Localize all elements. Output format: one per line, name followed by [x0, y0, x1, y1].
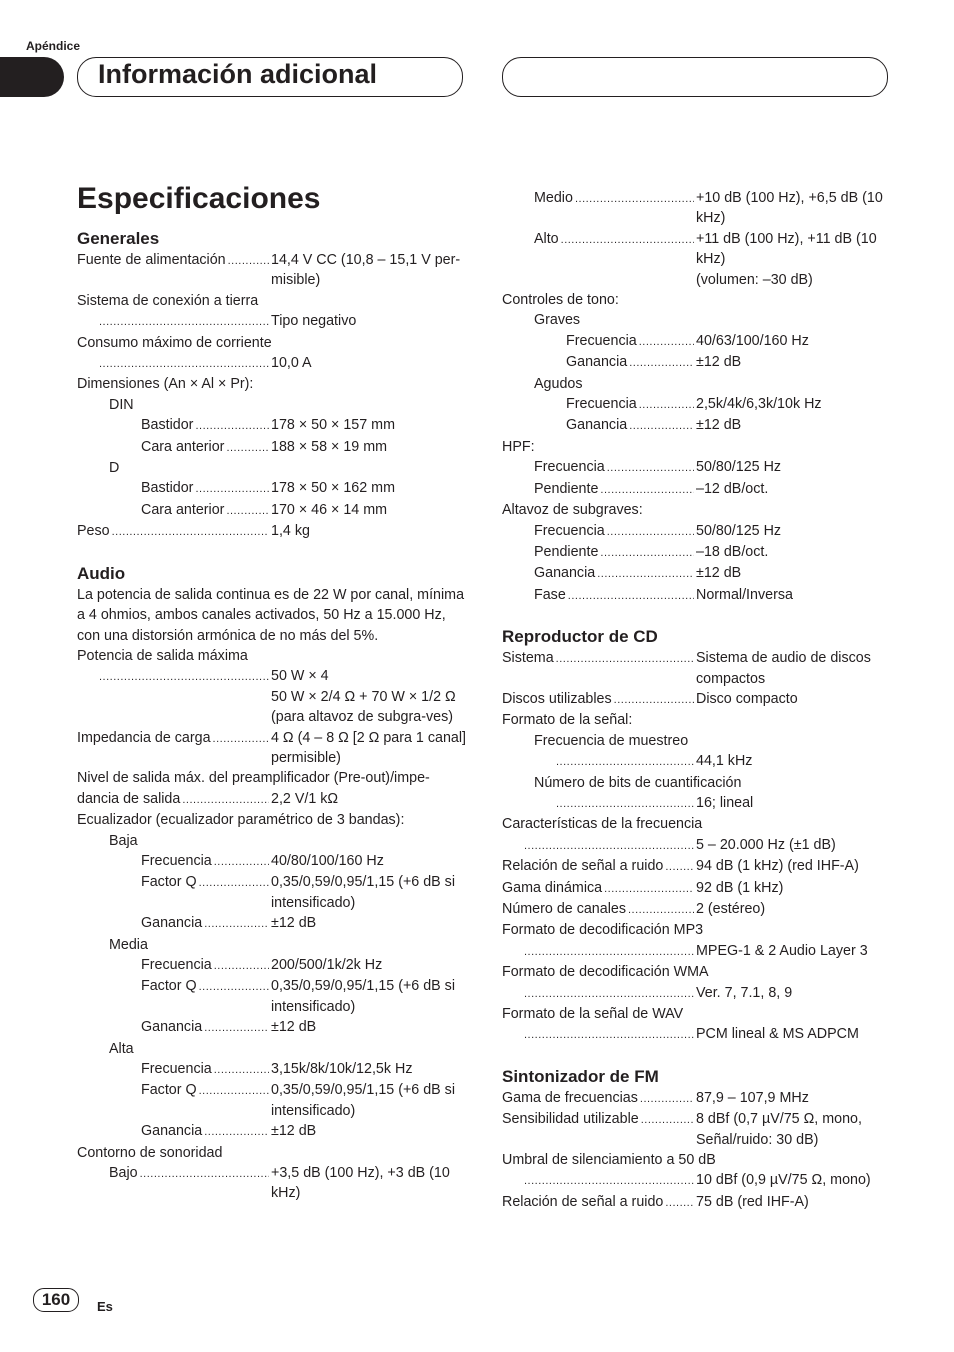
spec-value: MPEG-1 & 2 Audio Layer 3 — [696, 942, 868, 959]
spec-row — [502, 563, 897, 584]
spec-text: Número de bits de cuantificación — [534, 774, 742, 791]
spec-text: Sistema de conexión a tierra — [77, 292, 259, 309]
spec-value: 10 dBf (0,9 µV/75 Ω, mono) — [696, 1172, 871, 1189]
dot-leader — [204, 1121, 269, 1142]
spec-row — [77, 955, 467, 976]
spec-value: ±12 dB — [271, 1019, 317, 1036]
dot-leader — [556, 751, 694, 772]
spec-row — [77, 1163, 467, 1204]
spec-row — [502, 457, 897, 478]
spec-label: dancia de salida — [77, 790, 181, 807]
spec-value: 16; lineal — [696, 794, 754, 811]
spec-label-cell — [141, 872, 269, 893]
dot-leader — [226, 437, 269, 458]
dot-leader — [195, 415, 269, 436]
spec-row — [502, 1109, 897, 1150]
spec-value: +3,5 dB (100 Hz), +3 dB (10 kHz) — [271, 1165, 450, 1202]
spec-label-cell — [534, 479, 694, 500]
spec-label: Cara anterior — [141, 501, 225, 518]
spec-row — [502, 331, 897, 352]
spec-text: Potencia de salida máxima — [77, 647, 248, 664]
spec-label-cell — [141, 478, 269, 499]
spec-label: Gama de frecuencias — [502, 1089, 638, 1106]
spec-value: 50/80/125 Hz — [696, 522, 782, 539]
spec-text: Formato de la señal de WAV — [502, 1006, 684, 1023]
spec-row — [77, 1017, 467, 1038]
dot-leader — [600, 479, 694, 500]
spec-label: Frecuencia — [141, 852, 212, 869]
spec-row — [502, 188, 897, 229]
spec-label: Factor Q — [141, 1082, 197, 1099]
spec-label: Peso — [77, 523, 110, 540]
spec-label: Factor Q — [141, 978, 197, 995]
left-spec-column — [77, 228, 467, 1204]
dot-leader — [214, 1059, 269, 1080]
dot-leader — [524, 983, 694, 1004]
spec-label-cell — [141, 913, 269, 934]
dot-leader — [556, 793, 694, 814]
spec-row — [502, 941, 897, 962]
spec-row — [502, 983, 897, 1004]
spec-row — [77, 500, 467, 521]
dot-leader — [665, 856, 694, 877]
spec-text: Media — [109, 936, 148, 953]
language-code: Es — [97, 1299, 113, 1314]
spec-label: Sistema — [502, 650, 554, 667]
dot-leader — [140, 1163, 269, 1184]
spec-value: ±12 dB — [271, 915, 317, 932]
dot-leader — [628, 899, 694, 920]
spec-label-cell — [141, 1121, 269, 1142]
spec-value: 200/500/1k/2k Hz — [271, 957, 383, 973]
spec-value: 188 × 58 × 19 mm — [271, 438, 388, 455]
spec-text: Formato de la señal: — [502, 712, 633, 729]
spec-label: Pendiente — [534, 480, 599, 497]
spec-value: 0,35/0,59/0,95/1,15 (+6 dB si intensificado) — [271, 874, 456, 911]
spec-label: Número de canales — [502, 901, 626, 917]
spec-label: Cara anterior — [141, 438, 225, 455]
spec-label: Pendiente — [534, 543, 599, 560]
spec-label-cell — [554, 751, 694, 772]
dot-leader — [226, 500, 269, 521]
spec-label: Alto — [534, 230, 559, 247]
chapter-title: Información adicional — [98, 59, 378, 89]
spec-text: Umbral de silenciamiento a 50 dB — [502, 1152, 716, 1169]
spec-label-cell — [141, 1059, 269, 1080]
spec-label-cell — [534, 457, 694, 478]
spec-value: +11 dB (100 Hz), +11 dB (10 kHz) (volumen: –30 dB) — [696, 230, 877, 288]
spec-text: Ecualizador (ecualizador paramétrico de 3 bandas): — [77, 812, 405, 829]
spec-label-cell — [522, 1024, 694, 1045]
dot-leader — [607, 521, 694, 542]
spec-label-cell — [77, 789, 269, 810]
spec-label-cell — [502, 1088, 694, 1109]
spec-row — [502, 479, 897, 500]
spec-value: 40/80/100/160 Hz — [271, 852, 384, 869]
spec-value: +10 dB (100 Hz), +6,5 dB (10 kHz) — [696, 190, 883, 227]
dot-leader — [199, 1080, 269, 1101]
spec-row — [77, 789, 467, 810]
dot-leader — [199, 976, 269, 997]
spec-label: Fase — [534, 586, 566, 603]
spec-label-cell — [522, 983, 694, 1004]
spec-row — [77, 666, 467, 727]
spec-label: Relación de señal a ruido — [502, 1193, 664, 1210]
empty-header-box — [502, 57, 888, 97]
spec-value: 0,35/0,59/0,95/1,15 (+6 dB si intensificado) — [271, 978, 456, 1015]
spec-label-cell — [141, 1017, 269, 1038]
spec-value: Tipo negativo — [271, 313, 357, 330]
dot-leader — [182, 789, 269, 810]
dot-leader — [556, 648, 694, 669]
spec-row — [502, 689, 897, 710]
spec-row — [502, 878, 897, 899]
spec-label: Ganancia — [141, 1019, 203, 1036]
spec-row — [77, 478, 467, 499]
dot-leader — [213, 728, 269, 749]
spec-label: Sensibilidad utilizable — [502, 1111, 639, 1128]
spec-label-cell — [97, 311, 269, 332]
spec-value: –12 dB/oct. — [696, 480, 769, 497]
spec-label-cell — [97, 666, 269, 687]
dot-leader — [629, 352, 694, 373]
dot-leader — [228, 250, 269, 271]
chapter-title-box — [77, 57, 463, 97]
spec-text: Dimensiones (An × Al × Pr): — [77, 376, 254, 393]
spec-label-cell — [566, 394, 694, 415]
spec-label: Relación de señal a ruido — [502, 858, 664, 875]
spec-row — [77, 521, 467, 542]
spec-value: 2 (estéreo) — [696, 901, 766, 917]
spec-label-cell — [109, 1163, 269, 1184]
dot-leader — [600, 542, 694, 563]
spec-label-cell — [502, 899, 694, 920]
spec-value: 10,0 A — [271, 355, 312, 372]
spec-text: Alta — [109, 1040, 134, 1057]
spec-row — [502, 394, 897, 415]
spec-label-cell — [141, 415, 269, 436]
section-heading-reproductor-de-cd: Reproductor de CD — [502, 627, 658, 647]
spec-label-cell — [554, 793, 694, 814]
spec-text: Formato de decodificación WMA — [502, 964, 709, 981]
dot-leader — [607, 457, 694, 478]
spec-value: 87,9 – 107,9 MHz — [696, 1089, 809, 1106]
spec-label: Frecuencia — [141, 957, 212, 973]
spec-label-cell — [141, 500, 269, 521]
dot-leader — [604, 878, 694, 899]
spec-value: 0,35/0,59/0,95/1,15 (+6 dB si intensificado) — [271, 1082, 456, 1119]
spec-label-cell — [502, 878, 694, 899]
spec-row — [502, 585, 897, 606]
spec-label-cell — [534, 585, 694, 606]
spec-value: Disco compacto — [696, 690, 798, 707]
spec-label: Medio — [534, 190, 573, 206]
spec-label-cell — [141, 1080, 269, 1101]
spec-text: Características de la frecuencia — [502, 816, 703, 833]
spec-text: Frecuencia de muestreo — [534, 732, 689, 749]
dot-leader — [575, 188, 694, 209]
spec-row — [77, 437, 467, 458]
spec-label-cell — [502, 648, 694, 669]
spec-label: Frecuencia — [566, 332, 637, 349]
spec-label-cell — [97, 353, 269, 374]
spec-label: Ganancia — [566, 417, 628, 434]
spec-row — [77, 872, 467, 913]
spec-text: HPF: — [502, 438, 535, 455]
section-label: Apéndice — [26, 39, 81, 53]
spec-label: Bastidor — [141, 417, 194, 434]
spec-label: Factor Q — [141, 874, 197, 891]
spec-row — [77, 250, 467, 291]
spec-label-cell — [141, 437, 269, 458]
spec-row — [502, 1192, 897, 1213]
spec-value: Ver. 7, 7.1, 8, 9 — [696, 984, 793, 1001]
dot-leader — [112, 521, 269, 542]
spec-value: 44,1 kHz — [696, 753, 753, 770]
spec-label: Frecuencia — [534, 459, 605, 476]
dot-leader — [561, 229, 694, 250]
spec-text: Agudos — [534, 375, 583, 392]
spec-text: Baja — [109, 832, 138, 849]
spec-row — [502, 835, 897, 856]
spec-text: D — [109, 460, 120, 477]
spec-row — [77, 913, 467, 934]
spec-value: 92 dB (1 kHz) — [696, 879, 784, 896]
spec-label-cell — [522, 941, 694, 962]
spec-row — [77, 415, 467, 436]
spec-label-cell — [77, 250, 269, 271]
right-spec-column — [502, 188, 897, 1213]
dot-leader — [629, 415, 694, 436]
spec-row — [502, 856, 897, 877]
spec-value: 170 × 46 × 14 mm — [271, 501, 388, 518]
spec-text: Consumo máximo de corriente — [77, 334, 272, 351]
spec-value: –18 dB/oct. — [696, 543, 769, 560]
spec-value: 40/63/100/160 Hz — [696, 332, 809, 349]
dot-leader — [214, 851, 269, 872]
spec-label: Bajo — [109, 1165, 138, 1182]
spec-row — [502, 1170, 897, 1191]
spec-value: 178 × 50 × 162 mm — [271, 480, 395, 497]
dot-leader — [204, 1017, 269, 1038]
spec-text: La potencia de salida continua es de 22 W por canal, mínima a 4 ohmios, ambos canales activados, 50 Hz a 15.000 Hz, con una distorsión armónica de no más del 5%. — [77, 586, 465, 644]
spec-row — [77, 728, 467, 769]
dot-leader — [524, 1170, 694, 1191]
dot-leader — [614, 689, 694, 710]
spec-label-cell — [77, 521, 269, 542]
dot-leader — [99, 353, 269, 374]
spec-label-cell — [141, 955, 269, 976]
dot-leader — [214, 955, 269, 976]
spec-label: Ganancia — [566, 354, 628, 371]
spec-row — [502, 751, 897, 772]
spec-label-cell — [502, 1109, 694, 1130]
spec-value: 94 dB (1 kHz) (red IHF-A) — [696, 858, 859, 875]
spec-label: Ganancia — [141, 915, 203, 932]
spec-value: ±12 dB — [271, 1123, 317, 1140]
spec-row — [502, 352, 897, 373]
spec-row — [77, 353, 467, 374]
spec-label-cell — [77, 728, 269, 749]
dot-leader — [597, 563, 694, 584]
dot-leader — [568, 585, 694, 606]
spec-label-cell — [502, 1192, 694, 1213]
spec-label-cell — [566, 331, 694, 352]
spec-value: PCM lineal & MS ADPCM — [696, 1026, 859, 1043]
dot-leader — [665, 1192, 694, 1213]
spec-label: Impedancia de carga — [77, 729, 211, 746]
spec-label-cell — [566, 415, 694, 436]
dot-leader — [640, 1088, 694, 1109]
spec-row — [77, 976, 467, 1017]
spec-value: 2,2 V/1 kΩ — [271, 790, 339, 807]
dot-leader — [639, 331, 694, 352]
spec-text: Formato de decodificación MP3 — [502, 922, 704, 939]
spec-row — [502, 521, 897, 542]
spec-value: 50/80/125 Hz — [696, 459, 782, 476]
spec-value: 14,4 V CC (10,8 – 15,1 V per-misible) — [271, 252, 461, 289]
spec-row — [77, 311, 467, 332]
spec-row — [502, 648, 897, 689]
dot-leader — [641, 1109, 694, 1130]
spec-label-cell — [522, 1170, 694, 1191]
dot-leader — [99, 311, 269, 332]
spec-label: Fuente de alimentación — [77, 252, 226, 268]
spec-text: Nivel de salida máx. del preamplificador (Pre-out)/impe- — [77, 770, 430, 787]
spec-value: 8 dBf (0,7 µV/75 Ω, mono, Señal/ruido: 30 dB) — [696, 1111, 862, 1148]
spec-value: 178 × 50 × 157 mm — [271, 417, 395, 434]
spec-row — [77, 1080, 467, 1121]
spec-row — [502, 793, 897, 814]
spec-value: ±12 dB — [696, 417, 742, 434]
spec-value: 3,15k/8k/10k/12,5k Hz — [271, 1061, 413, 1078]
dot-leader — [639, 394, 694, 415]
spec-label-cell — [534, 563, 694, 584]
spec-row — [502, 415, 897, 436]
dot-leader — [199, 872, 269, 893]
spec-label-cell — [566, 352, 694, 373]
spec-label-cell — [534, 521, 694, 542]
dot-leader — [524, 941, 694, 962]
spec-label-cell — [141, 976, 269, 997]
spec-label-cell — [534, 542, 694, 563]
dot-leader — [204, 913, 269, 934]
spec-value: ±12 dB — [696, 354, 742, 371]
spec-row — [77, 851, 467, 872]
spec-text: DIN — [109, 396, 134, 413]
spec-row — [502, 542, 897, 563]
spec-label-cell — [141, 851, 269, 872]
dot-leader — [524, 835, 694, 856]
spec-label: Frecuencia — [566, 396, 637, 413]
spec-row — [502, 899, 897, 920]
spec-row — [77, 1121, 467, 1142]
page-number: 160 — [33, 1288, 79, 1312]
spec-label-cell — [502, 856, 694, 877]
spec-label: Gama dinámica — [502, 879, 603, 896]
spec-label: Ganancia — [534, 565, 596, 582]
spec-value: 2,5k/4k/6,3k/10k Hz — [696, 396, 822, 413]
dot-leader — [195, 478, 269, 499]
spec-value: 50 W × 4 50 W × 2/4 Ω + 70 W × 1/2 Ω (para altavoz de subgra-ves) — [271, 668, 456, 726]
spec-text: Controles de tono: — [502, 292, 619, 309]
spec-label-cell — [534, 229, 694, 250]
spec-text: Altavoz de subgraves: — [502, 502, 643, 519]
spec-row — [502, 1024, 897, 1045]
spec-label: Ganancia — [141, 1123, 203, 1140]
spec-text: Contorno de sonoridad — [77, 1144, 223, 1161]
spec-value: 1,4 kg — [271, 523, 310, 540]
spec-row — [77, 1059, 467, 1080]
section-heading-sintonizador-de-fm: Sintonizador de FM — [502, 1066, 659, 1086]
spec-text: Graves — [534, 312, 581, 329]
section-heading-audio: Audio — [77, 563, 126, 583]
spec-row — [502, 1088, 897, 1109]
spec-value: 75 dB (red IHF-A) — [696, 1193, 809, 1210]
dot-leader — [99, 666, 269, 687]
spec-label-cell — [522, 835, 694, 856]
spec-label: Frecuencia — [534, 522, 605, 539]
section-heading-generales: Generales — [77, 229, 160, 248]
dot-leader — [524, 1024, 694, 1045]
spec-value: Normal/Inversa — [696, 586, 793, 603]
spec-label: Bastidor — [141, 480, 194, 497]
spec-value: ±12 dB — [696, 565, 742, 582]
spec-value: 5 – 20.000 Hz (±1 dB) — [696, 836, 836, 853]
spec-label-cell — [502, 689, 694, 710]
spec-label: Frecuencia — [141, 1061, 212, 1078]
spec-label-cell — [534, 188, 694, 209]
spec-row — [502, 229, 897, 290]
section-tab-marker — [0, 57, 64, 97]
spec-value: 4 Ω (4 – 8 Ω [2 Ω para 1 canal] permisible) — [271, 729, 466, 766]
page-title: Especificaciones — [77, 182, 321, 215]
spec-label: Discos utilizables — [502, 690, 612, 707]
spec-value: Sistema de audio de discos compactos — [696, 650, 871, 687]
